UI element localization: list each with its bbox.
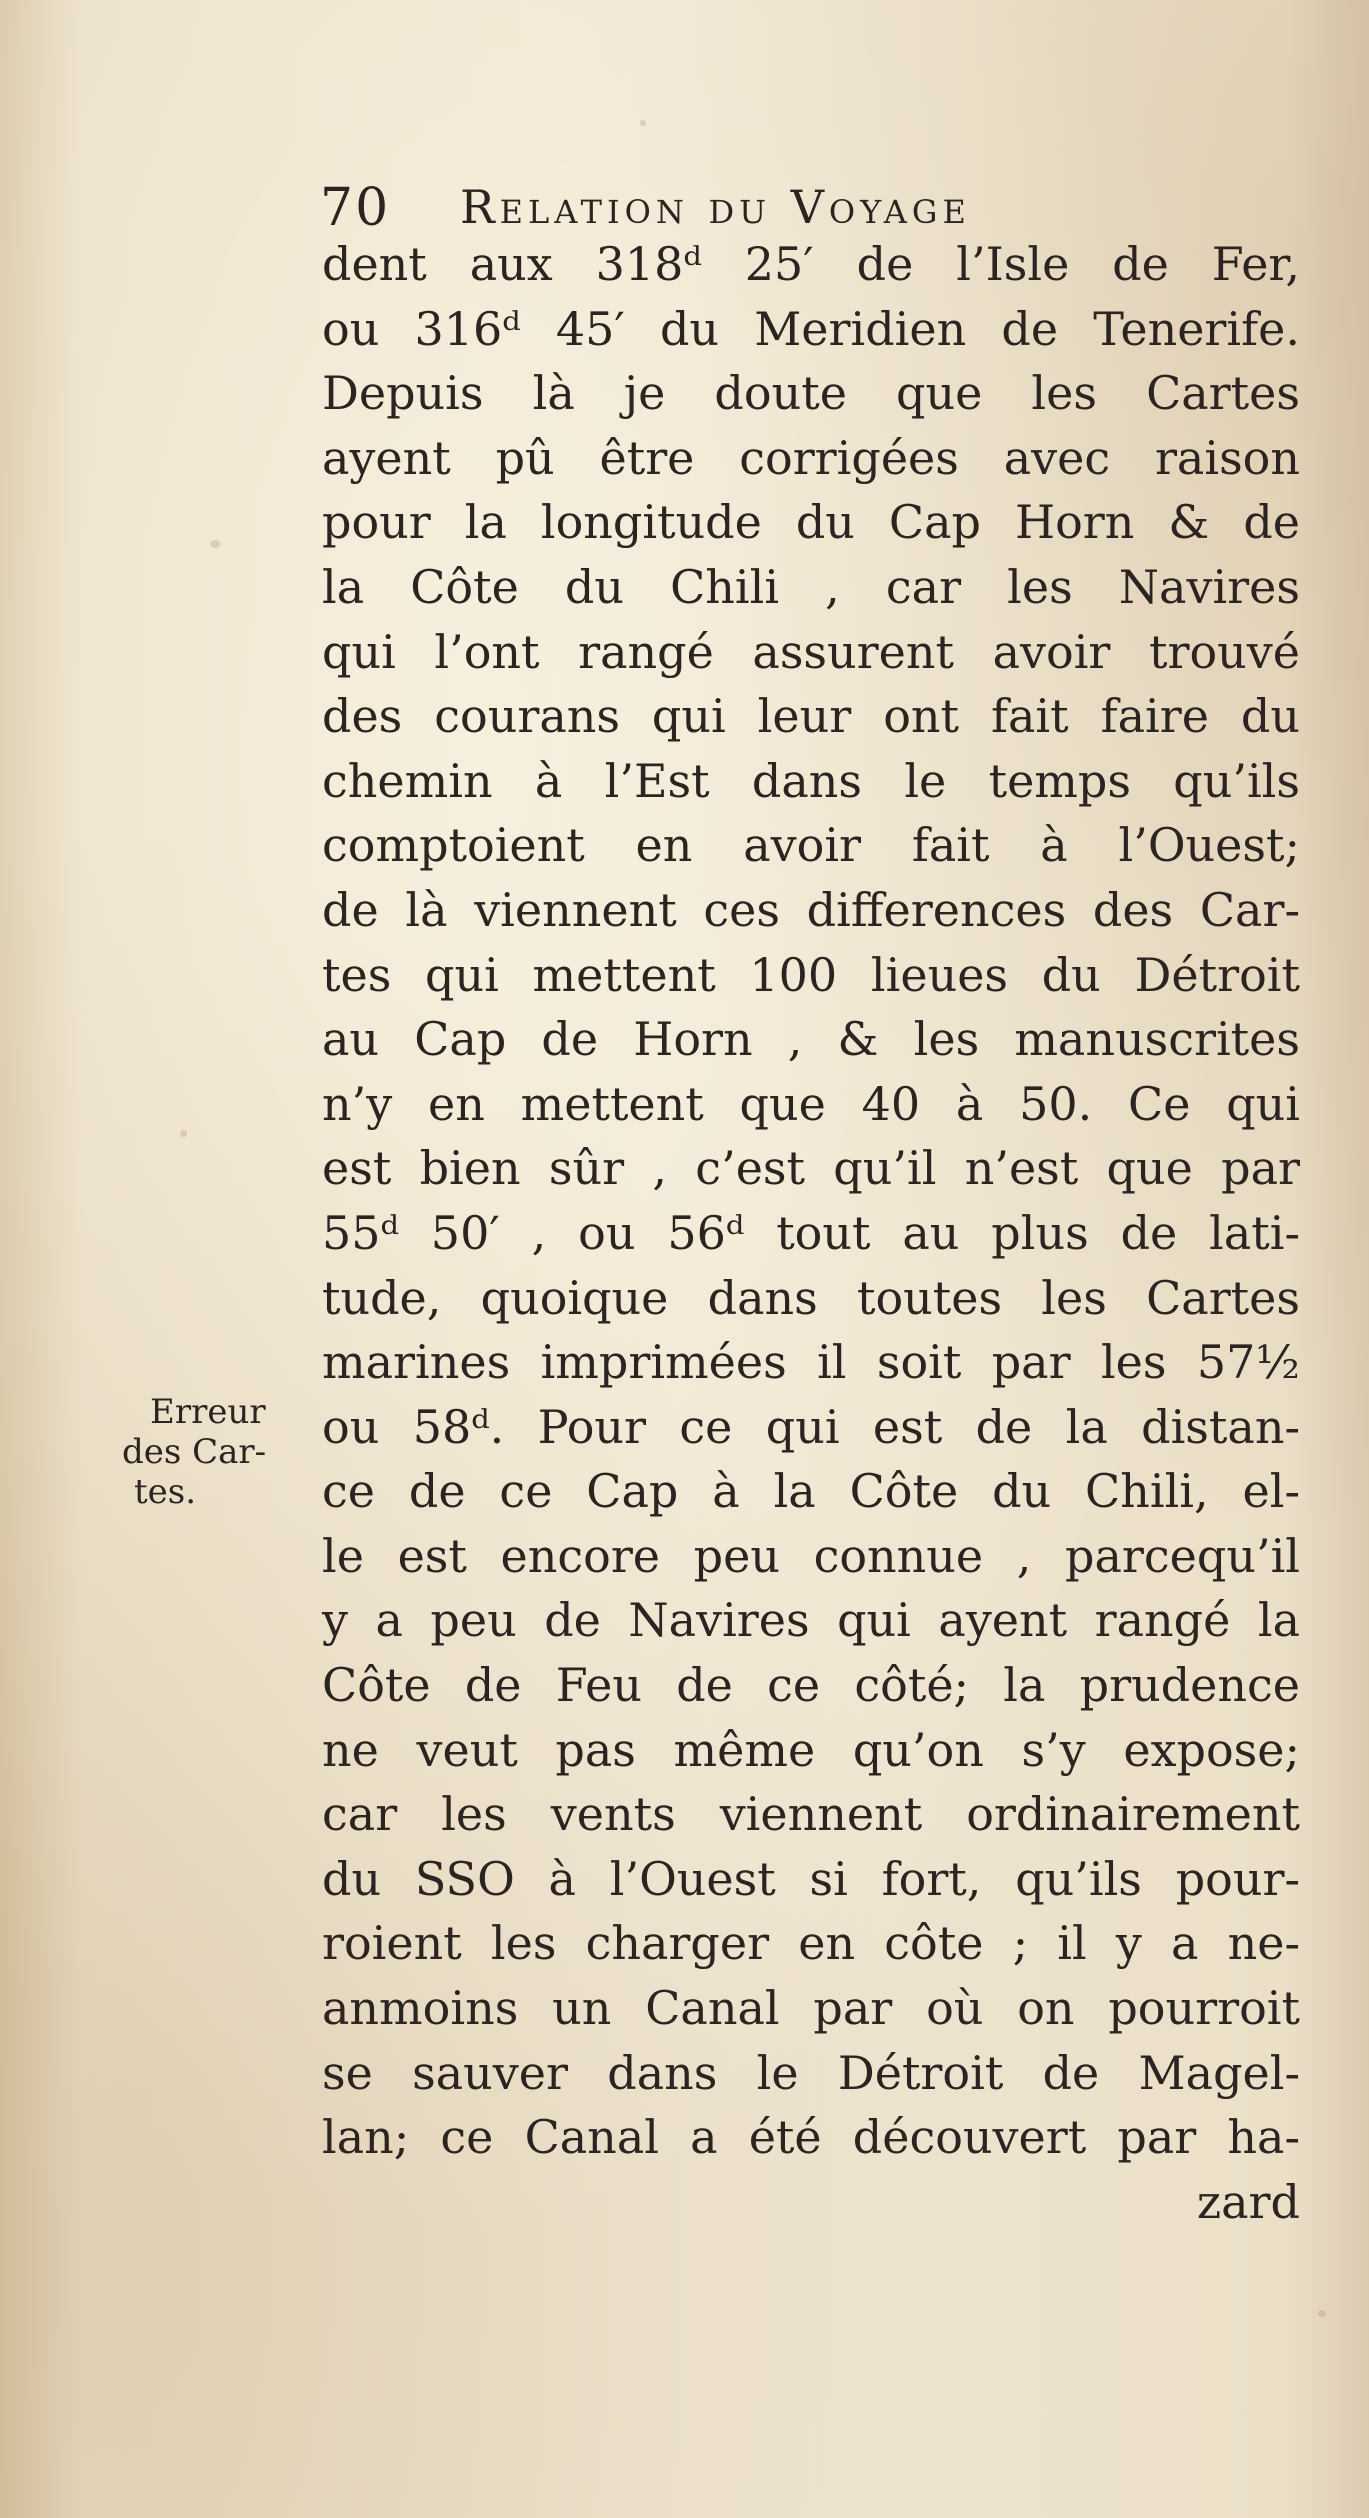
text-line: tude, quoique dans toutes les Cartes [322,1270,1300,1325]
text-line: dent aux 318ᵈ 25′ de l’Isle de Fer, [322,237,1300,291]
paper-stain [180,1130,187,1137]
page-header [320,170,1180,240]
paper-stain [1318,2310,1326,2317]
text-line: des courans qui leur ont fait faire du [322,689,1300,744]
text-line: lan; ce Canal a été découvert par ha- [322,2110,1300,2165]
text-line: tes qui mettent 100 lieues du Détroit [322,947,1300,1002]
text-line: car les vents viennent ordinairement [322,1787,1300,1842]
text-line: se sauver dans le Détroit de Magel- [322,2045,1300,2100]
text-line: marines imprimées il soit par les 57½ [322,1335,1300,1390]
text-line: ou 58ᵈ. Pour ce qui est de la distan- [322,1399,1300,1454]
page-number: 70 [320,178,391,238]
text-line: anmoins un Canal par où on pourroit [322,1981,1300,2036]
text-line: ce de ce Cap à la Côte du Chili, el- [322,1464,1300,1519]
text-line: qui l’ont rangé assurent avoir trouvé [322,624,1300,679]
text-line: la Côte du Chili , car les Navires [322,559,1300,614]
text-line: y a peu de Navires qui ayent rangé la [322,1593,1300,1648]
paper-stain [640,120,646,126]
text-line: ou 316ᵈ 45′ du Meridien de Tenerife. [322,301,1300,356]
marginal-note-line: des Car- [122,1432,267,1472]
text-line: comptoient en avoir fait à l’Ouest; [322,818,1300,873]
text-line: zard [1196,2174,1300,2229]
text-line: n’y en mettent que 40 à 50. Ce qui [322,1076,1300,1131]
text-line: chemin à l’Est dans le temps qu’ils [322,753,1300,808]
text-line: Depuis là je doute que les Cartes [322,366,1300,421]
marginal-note-line: Erreur [150,1392,266,1432]
text-line: ne veut pas même qu’on s’y expose; [322,1722,1300,1777]
text-line: le est encore peu connue , parcequ’il [322,1528,1300,1583]
body-text [322,232,1300,2234]
text-line: roient les charger en côte ; il y a ne- [322,1916,1300,1971]
text-line: de là viennent ces differences des Car- [322,882,1300,937]
text-line: du SSO à l’Ouest si fort, qu’ils pour- [322,1851,1300,1906]
text-line: au Cap de Horn , & les manuscrites [322,1012,1300,1067]
text-line: ayent pû être corrigées avec raison [322,430,1300,485]
paper-stain [210,540,220,548]
marginal-note-line: tes. [134,1472,197,1512]
text-line: 55ᵈ 50′ , ou 56ᵈ tout au plus de lati- [322,1205,1300,1260]
text-line: Côte de Feu de ce côté; la prudence [322,1658,1300,1713]
text-line: pour la longitude du Cap Horn & de [322,495,1300,550]
text-line: est bien sûr , c’est qu’il n’est que par [322,1141,1300,1196]
marginal-note [118,1392,318,1512]
running-head: Relation du Voyage [460,180,971,234]
